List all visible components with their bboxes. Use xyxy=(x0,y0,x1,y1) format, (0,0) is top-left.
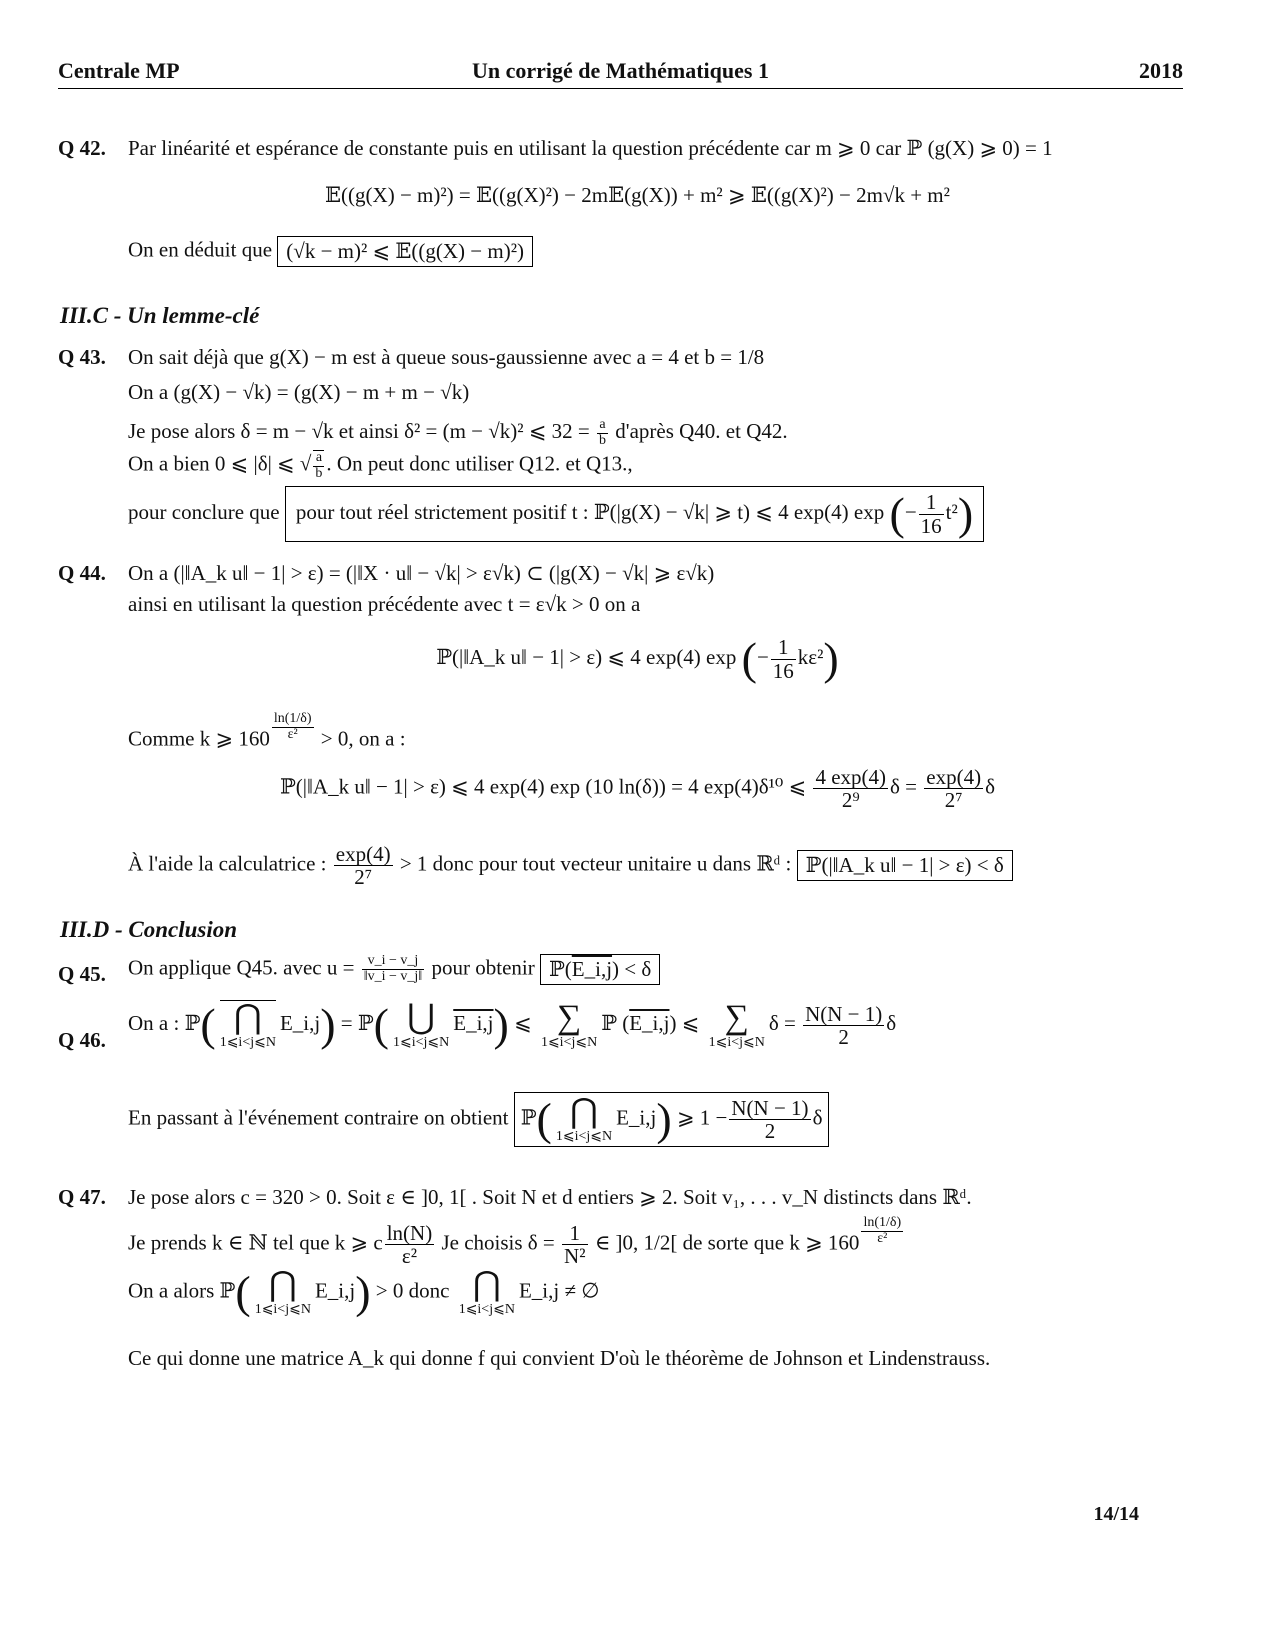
fraction-num: exp(4) xyxy=(335,842,391,866)
q43-conclusion-text: pour conclure que xyxy=(128,499,280,524)
operator-limits: 1⩽i<j⩽N xyxy=(540,1034,598,1050)
q44-eq2-mid: δ = xyxy=(890,774,918,799)
union-symbol: ⋃ xyxy=(407,998,436,1036)
fraction-num: 1 xyxy=(771,636,796,659)
intersection-symbol: ⋂ xyxy=(268,1266,297,1303)
q44-line2: ainsi en utilisant la question précédente avec t = ε√k > 0 on a xyxy=(128,592,641,616)
fraction-den: 2 xyxy=(838,1024,849,1049)
q47-line4: Ce qui donne une matrice A_k qui donne f qui convient D'où le théorème de Johnson et Lindenstrauss. xyxy=(128,1346,991,1370)
fraction-num: N(N − 1) xyxy=(805,1001,883,1026)
q44-equation1 xyxy=(0,633,1275,684)
q44-line3-a: Comme k ⩾ 160 xyxy=(128,726,270,751)
q43-label: Q 43. xyxy=(58,345,106,369)
q43-line2: On a (g(X) − √k) = (g(X) − m + m − √k) xyxy=(128,380,470,404)
event-e: E_i,j xyxy=(518,1278,560,1303)
q46-delta-eq: δ = xyxy=(768,1011,796,1036)
page-number: 14/14 xyxy=(1093,1503,1139,1525)
intersection-symbol: ⋂ xyxy=(472,1266,501,1303)
q43-conclusion xyxy=(128,486,1183,542)
q46-box-p: ℙ xyxy=(520,1105,537,1130)
q43-box-fraction xyxy=(919,491,944,536)
fraction-den: ε² xyxy=(287,726,298,742)
q44-line4-fraction xyxy=(334,843,393,888)
fraction-den: b xyxy=(315,465,323,481)
q45-text-b: pour obtenir xyxy=(431,955,535,980)
q46-box-ge: ⩾ 1 − xyxy=(676,1105,728,1130)
q44-eq2-fraction1 xyxy=(813,766,888,811)
paren-left: ( xyxy=(741,633,757,684)
q46-eq: = ℙ xyxy=(340,1011,374,1036)
page-header xyxy=(58,58,1183,89)
q44-eq1-post: kε² xyxy=(797,644,824,669)
q46-end: δ xyxy=(886,1011,897,1036)
q46-box-fraction xyxy=(729,1097,810,1142)
q47-line2-b: Je choisis δ = xyxy=(441,1230,555,1255)
fraction-num: ln(1/δ) xyxy=(863,1215,902,1230)
q44-line4-b: > 1 donc pour tout vecteur unitaire u dans ℝᵈ : xyxy=(399,851,792,876)
q42-equation: 𝔼((g(X) − m)²) = 𝔼((g(X)²) − 2m𝔼(g(X)) + m² ⩾ 𝔼((g(X)²) − 2m√k + m² xyxy=(325,183,950,207)
paren-left: ( xyxy=(200,999,216,1051)
q44-line3-b: > 0, on a : xyxy=(320,726,406,751)
q46-text-a: On a : ℙ xyxy=(128,1011,201,1036)
q43-result-box xyxy=(285,486,984,542)
q46-line2 xyxy=(128,1092,1183,1147)
fraction-den: ‖v_i − v_j‖ xyxy=(363,969,423,984)
operator-limits: 1⩽i<j⩽N xyxy=(393,1034,450,1050)
fraction-num: 1 xyxy=(562,1222,587,1245)
sum-symbol: ∑ xyxy=(724,998,749,1036)
q42-result-box: (√k − m)² ⩽ 𝔼((g(X) − m)²) xyxy=(277,236,533,267)
q47-line3-b: > 0 donc xyxy=(375,1278,450,1303)
q44-line4-a: À l'aide la calculatrice : xyxy=(128,851,327,876)
fraction-num: N(N − 1) xyxy=(731,1096,809,1121)
paren-right: ) xyxy=(355,1266,371,1318)
q43-line4 xyxy=(128,450,1183,481)
q45-box-event: E_i,j xyxy=(571,957,613,981)
paren-right: ) xyxy=(823,633,839,684)
q42-label: Q 42. xyxy=(58,136,106,160)
operator-limits: 1⩽i<j⩽N xyxy=(458,1302,515,1317)
operator-limits: 1⩽i<j⩽N xyxy=(219,1035,276,1050)
q43-line3-a: Je pose alors δ = m − √k et ainsi δ² = (m − √k)² ⩽ 32 = xyxy=(128,419,590,443)
q43-box-t2: t² xyxy=(945,499,958,524)
fraction-num: 1 xyxy=(919,491,944,514)
q45-text-a: On applique Q45. avec u = xyxy=(128,955,355,980)
fraction-num: a xyxy=(597,418,608,434)
q47-line3-c: ≠ ∅ xyxy=(564,1278,600,1303)
fraction-den: b xyxy=(599,432,607,448)
event-e: E_i,j xyxy=(279,1011,321,1036)
q46-le: ⩽ xyxy=(681,1011,700,1036)
q42-conclusion xyxy=(128,236,1183,267)
fraction-den: 16 xyxy=(772,658,794,683)
q47-line2-a: Je prends k ∈ ℕ tel que k ⩾ c xyxy=(128,1230,383,1255)
paren-right: ) xyxy=(656,1093,672,1145)
fraction-den: ε² xyxy=(877,1230,888,1246)
q44-eq2-end: δ xyxy=(985,774,995,799)
q44-result-box: ℙ(|‖A_k u‖ − 1| > ε) < δ xyxy=(797,850,1013,881)
fraction-den: 2 xyxy=(764,1119,776,1144)
q44-equation2 xyxy=(0,766,1275,811)
paren-left: ( xyxy=(235,1266,251,1318)
q47-fraction1 xyxy=(385,1222,435,1267)
fraction-num: a xyxy=(313,451,324,467)
q46-line1 xyxy=(128,1000,1183,1050)
intersection-symbol: ⋂ xyxy=(570,1093,598,1130)
fraction-num: v_i − v_j xyxy=(362,954,425,970)
minus-sign: − xyxy=(904,499,917,524)
event-e-complement: E_i,j xyxy=(629,1011,670,1036)
q44-eq2-fraction2 xyxy=(924,766,983,811)
q44-eq1-text: ℙ(|‖A_k u‖ − 1| > ε) ⩽ 4 exp(4) exp xyxy=(436,644,737,669)
fraction-den: 2⁷ xyxy=(354,865,373,890)
q43-box-text: pour tout réel strictement positif t : ℙ(|g(X) − √k| ⩾ t) ⩽ 4 exp(4) exp xyxy=(295,499,885,524)
sum-operator xyxy=(540,998,598,1050)
q47-line3-a: On a alors ℙ xyxy=(128,1278,236,1303)
q42-text: Par linéarité et espérance de constante puis en utilisant la question précédente car m ⩾ 0 car ℙ (g(X) ⩾ 0) = 1 xyxy=(128,136,1053,160)
operator-limits: 1⩽i<j⩽N xyxy=(555,1129,613,1144)
fraction-num: 4 exp(4) xyxy=(815,765,887,789)
fraction-num: ln(1/δ) xyxy=(273,711,312,726)
q46-label: Q 46. xyxy=(58,1028,106,1052)
q43-line3-b: d'après Q40. et Q42. xyxy=(615,419,788,443)
q45-label: Q 45. xyxy=(58,962,106,986)
q46-p-a: ℙ ( xyxy=(601,1011,630,1036)
operator-limits: 1⩽i<j⩽N xyxy=(708,1034,765,1050)
q47-line2 xyxy=(128,1216,1183,1267)
fraction-num: exp(4) xyxy=(926,765,982,789)
paren-left: ( xyxy=(373,999,389,1051)
event-e: E_i,j xyxy=(616,1105,657,1130)
header-left: Centrale MP xyxy=(58,58,180,83)
q46-result-box xyxy=(514,1092,830,1147)
event-e: E_i,j xyxy=(314,1278,356,1303)
q44-line3-fraction xyxy=(272,712,314,742)
intersection-operator xyxy=(255,1268,311,1317)
intersection-operator xyxy=(459,1268,515,1317)
paren-left: ( xyxy=(889,488,905,539)
q45-box-b: ) < δ xyxy=(612,957,652,981)
fraction-den: 2⁷ xyxy=(944,788,963,813)
paren-right: ) xyxy=(957,488,974,539)
q44-line1: On a (|‖A_k u‖ − 1| > ε) = (|‖X · u‖ − √k| > ε√k) ⊂ (|g(X) − √k| ⩾ ε√k) xyxy=(128,561,715,585)
fraction-den: 16 xyxy=(920,513,942,538)
q46-box-end: δ xyxy=(812,1105,823,1130)
section-iii-d-title: III.D - Conclusion xyxy=(60,917,238,942)
q44-eq1-fraction xyxy=(771,636,796,681)
intersection-operator xyxy=(556,1095,612,1144)
section-iii-c-title: III.C - Un lemme-clé xyxy=(60,303,260,328)
paren-right: ) xyxy=(320,999,336,1051)
intersection-operator xyxy=(220,1000,276,1050)
sum-symbol: ∑ xyxy=(556,998,582,1036)
q46-text-l2: En passant à l'événement contraire on obtient xyxy=(128,1105,509,1130)
q46-p-b: ) xyxy=(669,1011,677,1036)
q43-line3-fraction xyxy=(597,418,608,448)
q47-line2-c: ∈ ]0, 1/2[ de sorte que k ⩾ 160 xyxy=(594,1230,860,1255)
paren-left: ( xyxy=(536,1093,552,1145)
union-operator xyxy=(393,998,450,1050)
q46-fraction xyxy=(803,1003,884,1048)
q47-fraction2 xyxy=(562,1222,587,1267)
minus-sign: − xyxy=(756,644,769,669)
q44-line3 xyxy=(128,712,1183,752)
header-right: 2018 xyxy=(1139,58,1183,83)
operator-limits: 1⩽i<j⩽N xyxy=(254,1302,311,1317)
fraction-num: ln(N) xyxy=(386,1221,433,1246)
q44-eq2-text: ℙ(|‖A_k u‖ − 1| > ε) ⩽ 4 exp(4) exp (10 ln(δ)) = 4 exp(4)δ¹⁰ ⩽ xyxy=(280,774,807,799)
q45-box-a: ℙ( xyxy=(548,957,572,981)
q47-line3 xyxy=(128,1268,1183,1317)
header-center: Un corrigé de Mathématiques 1 xyxy=(472,58,769,83)
fraction-den: ε² xyxy=(401,1244,418,1269)
q43-line3 xyxy=(128,418,1183,448)
q43-line4-fraction xyxy=(313,450,324,481)
q42-conclusion-text: On en déduit que xyxy=(128,237,273,262)
fraction-den: N² xyxy=(564,1244,586,1269)
q47-label: Q 47. xyxy=(58,1185,106,1209)
q45-result-box xyxy=(540,954,660,985)
q45-line xyxy=(128,954,1183,985)
event-e-complement: E_i,j xyxy=(453,1011,494,1036)
q47-line1: Je pose alors c = 320 > 0. Soit ε ∈ ]0, 1[ . Soit N et d entiers ⩾ 2. Soit v₁, . . . v_N distincts dans ℝᵈ. xyxy=(128,1185,972,1209)
q44-line4 xyxy=(128,843,1183,888)
q43-line4-a: On a bien 0 ⩽ |δ| ⩽ √ xyxy=(128,451,312,476)
paren-right: ) xyxy=(493,999,509,1051)
q46-le: ⩽ xyxy=(514,1011,532,1036)
fraction-den: 2⁹ xyxy=(841,788,860,813)
q45-fraction xyxy=(362,954,425,984)
q44-label: Q 44. xyxy=(58,561,106,585)
q43-line4-b: . On peut donc utiliser Q12. et Q13., xyxy=(326,451,633,476)
q43-line1: On sait déjà que g(X) − m est à queue sous-gaussienne avec a = 4 et b = 1/8 xyxy=(128,345,765,369)
intersection-symbol: ⋂ xyxy=(233,999,262,1036)
q47-fraction3 xyxy=(861,1216,903,1246)
sum-operator xyxy=(708,998,765,1050)
